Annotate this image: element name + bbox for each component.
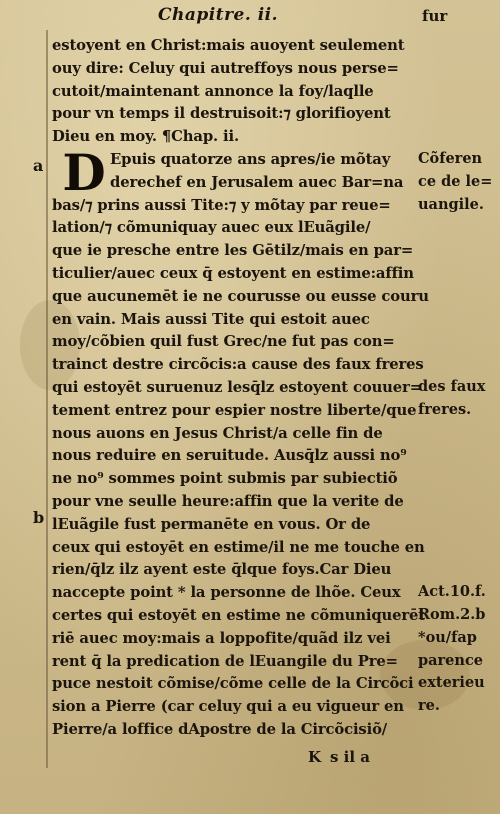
marginal-note-line: des faux [418,378,486,395]
folio-number: fur [422,7,448,25]
text-line: ne no⁹ sommes point submis par subiectiõ [52,470,398,488]
text-line: naccepte point * la personne de lhõe. Ceux [52,584,401,602]
marginal-note-line: exterieu [418,674,485,692]
running-header [0,3,500,27]
text-line: en vain. Mais aussi Tite qui estoit auec [52,310,370,328]
text-line: ceux qui estoyēt en estime/il ne me touche en [52,538,425,556]
text-line: Epuis quatorze ans apres/ie mõtay [110,151,391,168]
text-line: que ie presche entre les Gētilz/mais en par= [52,242,414,260]
text-line: nous reduire en seruitude. Ausq̄lz aussi no⁹ [52,447,407,465]
text-line: Dieu en moy. ¶Chap. ii. [52,128,239,146]
marginal-note-line: uangile. [418,195,484,213]
text-line: puce nestoit cõmise/cõme celle de la Circõci [52,675,414,693]
text-line: estoyent en Christ:mais auoyent seulement [52,37,405,54]
decorated-initial: D [62,143,106,202]
text-line: qui estoyēt suruenuz lesq̄lz estoyent couuer= [52,379,422,396]
text-line: ouy dire: Celuy qui autreffoys nous perse= [52,59,399,77]
text-line: derechef en Jerusalem auec Bar=na [110,173,404,191]
text-line: pour vn temps il destruisoit:⁊ glorifioyent [52,105,391,123]
text-line: rent q̄ la predication de lEuangile du Pre= [52,652,398,670]
running-title: Chapitre. ii. [158,5,279,25]
text-line: lation/⁊ cõmuniquay auec eux lEuãgile/ [52,219,371,237]
text-line: pour vne seulle heure:affin que la verite de [52,493,404,510]
marginal-note-line: parence [418,651,483,669]
margin-letter-a: a [33,156,44,175]
marginal-note-line: re. [418,697,440,715]
text-line: trainct destre circõcis:a cause des faux freres [52,356,424,374]
text-column-rule [46,30,48,768]
marginal-note-line: Act.10.f. [418,583,486,601]
text-line: cutoit/maintenant annonce la foy/laqlle [52,82,374,100]
marginal-note-line: freres. [418,400,472,418]
text-line: moy/cõbien quil fust Grec/ne fut pas con= [52,333,395,351]
text-line: sion a Pierre (car celuy qui a eu vigueur en [52,698,404,716]
signature-mark: s il a [330,748,371,766]
marginal-note-line: *ou/fap [418,628,477,646]
text-line: que aucunemēt ie ne courusse ou eusse couru [52,287,429,305]
text-line: lEuãgile fust permanēte en vous. Or de [52,515,371,533]
marginal-note-line: Rom.2.b [418,606,486,623]
marginal-note-line: Cõferen [418,150,483,167]
text-line: riē auec moy:mais a loppofite/quãd ilz vei [52,629,391,647]
text-line: rien/q̄lz ilz ayent este q̄lque foys.Car Dieu [52,561,392,579]
text-line: ticulier/auec ceux q̄ estoyent en estime:affin [52,265,414,282]
text-line: nous auons en Jesus Christ/a celle fin de [52,424,383,442]
catchword: K [308,748,322,766]
text-line: certes qui estoyēt en estime ne cõmuniquerēt [52,607,425,624]
text-line: tement entrez pour espier nostre liberte/que [52,401,417,419]
margin-letter-b: b [33,508,45,527]
marginal-note-line: ce de le= [418,172,493,190]
text-line: bas/⁊ prins aussi Tite:⁊ y mõtay par reue= [52,196,391,214]
text-line: Pierre/a loffice dApostre de la Circõcisiõ/ [52,721,388,738]
